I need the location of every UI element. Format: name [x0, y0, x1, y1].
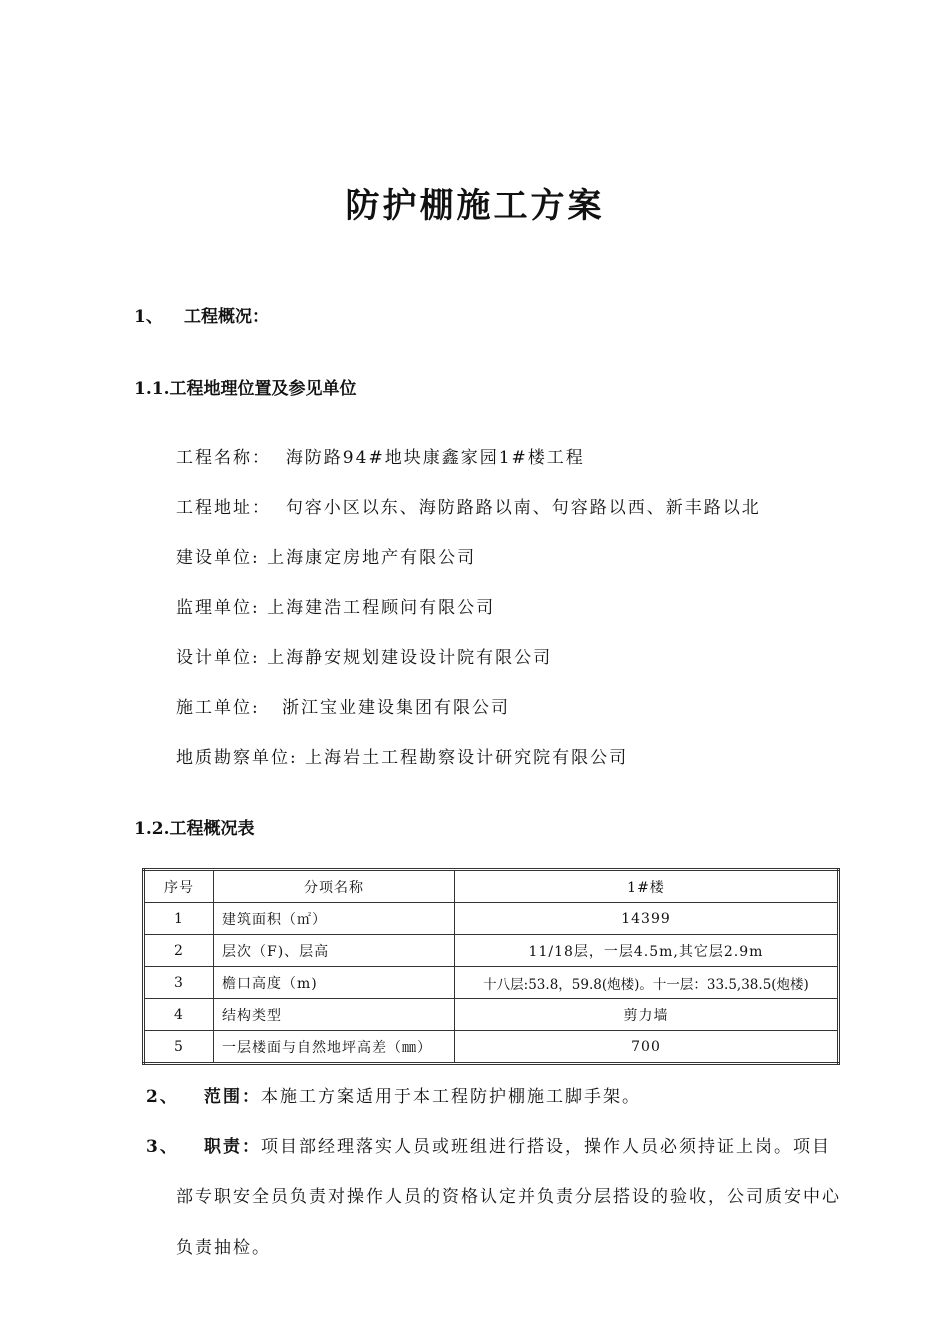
table-cell: 一层楼面与自然地坪高差（㎜）: [214, 1031, 455, 1064]
section-1-title: 工程概况：: [184, 307, 269, 327]
table-cell: 2: [144, 935, 214, 967]
table-cell: 层次（F)、层高: [214, 935, 455, 967]
project-overview-table: [142, 868, 840, 1065]
table-cell: 5: [144, 1031, 214, 1064]
table-cell: 剪力墙: [455, 999, 839, 1031]
info-line-survey: [176, 743, 628, 768]
info-line-contractor: [176, 693, 510, 718]
info-label: 地质勘察单位:: [176, 748, 298, 768]
info-line-designer: [176, 643, 552, 668]
table-row: [144, 1031, 839, 1064]
table-row: [144, 903, 839, 935]
table-header-cell: 分项名称: [214, 870, 455, 903]
section-2-paragraph: [146, 1082, 641, 1107]
table-row: [144, 999, 839, 1031]
info-label: 建设单位:: [176, 548, 260, 568]
table-cell: 十八层:53.8，59.8(炮楼)。十一层：33.5,38.5(炮楼): [455, 967, 839, 999]
info-value: 上海岩土工程勘察设计研究院有限公司: [305, 748, 629, 768]
table-cell: 14399: [455, 903, 839, 935]
table-cell: 1: [144, 903, 214, 935]
info-value: 句容小区以东、海防路路以南、句容路以西、新丰路以北: [285, 498, 761, 518]
document-title: 防护棚施工方案: [345, 186, 605, 226]
info-value: 海防路94#地块康鑫家园1#楼工程: [285, 448, 585, 468]
section-3-line-1: [146, 1132, 831, 1157]
section-3-line-3: 负责抽检。: [176, 1238, 271, 1258]
info-label: 监理单位:: [176, 598, 260, 618]
table-header-cell: 1#楼: [455, 870, 839, 903]
table-cell: 檐口高度（m): [214, 967, 455, 999]
section-1-heading: [134, 302, 269, 327]
table-cell: 结构类型: [214, 999, 455, 1031]
info-label: 施工单位:: [176, 698, 260, 718]
info-value: 上海建浩工程顾问有限公司: [267, 598, 496, 618]
info-label: 工程地址：: [176, 498, 271, 518]
info-value: 上海康定房地产有限公司: [267, 548, 477, 568]
info-value: 浙江宝业建设集团有限公司: [281, 698, 510, 718]
table-row: [144, 935, 839, 967]
section-3-line-2: 部专职安全员负责对操作人员的资格认定并负责分层搭设的验收，公司质安中心: [176, 1187, 841, 1207]
table-cell: 建筑面积（㎡）: [214, 903, 455, 935]
section-3-label: 职责：: [204, 1137, 261, 1157]
info-label: 工程名称：: [176, 448, 271, 468]
table-header-cell: 序号: [144, 870, 214, 903]
table-header-row: [144, 870, 839, 903]
info-value: 上海静安规划建设设计院有限公司: [267, 648, 553, 668]
section-1-1-heading: 1.1.工程地理位置及参见单位: [134, 379, 357, 399]
table-row: [144, 967, 839, 999]
info-line-supervisor: [176, 593, 495, 618]
table-cell: 4: [144, 999, 214, 1031]
section-2-label: 范围：: [204, 1087, 261, 1107]
section-3-text: 项目部经理落实人员或班组进行搭设，操作人员必须持证上岗。项目: [261, 1137, 831, 1157]
table-cell: 700: [455, 1031, 839, 1064]
info-line-project-address: [176, 493, 761, 518]
section-2-text: 本施工方案适用于本工程防护棚施工脚手架。: [261, 1087, 641, 1107]
table-cell: 11/18层，一层4.5m,其它层2.9m: [455, 935, 839, 967]
info-label: 设计单位:: [176, 648, 260, 668]
section-2-number: 2、: [146, 1087, 179, 1107]
info-line-developer: [176, 543, 476, 568]
section-3-number: 3、: [146, 1137, 179, 1157]
info-line-project-name: [176, 443, 585, 468]
table-cell: 3: [144, 967, 214, 999]
section-1-number: 1、: [134, 307, 163, 327]
section-1-2-heading: 1.2.工程概况表: [134, 819, 255, 839]
